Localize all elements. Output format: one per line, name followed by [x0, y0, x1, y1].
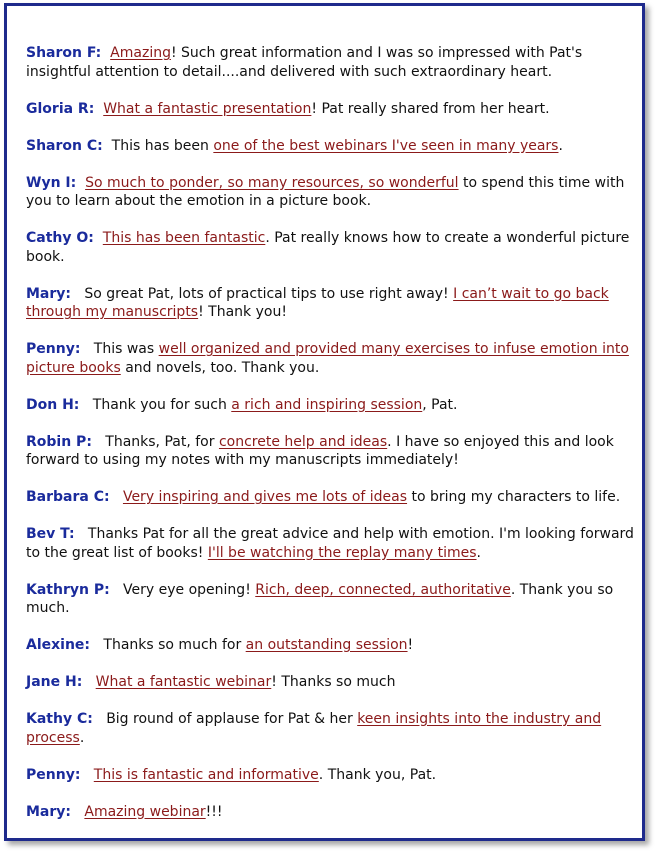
highlighted-quote: an outstanding session	[245, 637, 408, 653]
highlighted-quote: well organized and provided many exercises to infuse emotion into picture books	[26, 341, 629, 376]
testimonial-text: to spend this time with you to learn about the emotion in a picture book.	[26, 174, 625, 209]
highlighted-quote: Amazing	[110, 45, 171, 61]
highlighted-quote: keen insights into the industry and process	[26, 711, 602, 746]
testimonial-text: This has been	[111, 137, 214, 154]
reviewer-name: Bev T:	[26, 526, 75, 542]
testimonial-text: , Pat.	[422, 396, 458, 413]
testimonial-item	[26, 673, 638, 692]
testimonial-item	[26, 340, 638, 377]
reviewer-name: Cathy O:	[26, 230, 94, 246]
reviewer-name: Gloria R:	[26, 100, 95, 117]
testimonial-text: Thanks Pat for all the great advice and help with emotion. I'm looking forward to the great list of books!	[26, 526, 634, 561]
testimonial-item	[26, 488, 638, 507]
testimonial-text: .	[79, 729, 85, 746]
highlighted-quote: Very inspiring and gives me lots of ideas	[122, 489, 408, 505]
testimonial-item	[26, 433, 638, 470]
highlighted-quote: concrete help and ideas	[218, 433, 388, 450]
testimonial-item	[26, 525, 638, 562]
testimonial-item	[26, 229, 638, 266]
highlighted-quote: This has been fantastic	[102, 230, 266, 246]
testimonial-text: .	[476, 544, 481, 561]
testimonial-text: ! Thanks so much	[271, 674, 396, 690]
highlighted-quote: Rich, deep, connected, authoritative	[255, 581, 511, 598]
reviewer-name: Penny:	[26, 766, 81, 783]
testimonial-text: ! Thank you!	[198, 304, 287, 320]
reviewer-name: Sharon F:	[26, 45, 102, 61]
testimonial-item	[26, 803, 638, 822]
testimonial-text: . I have so enjoyed this and look forward to using my notes with my manuscripts immediately!	[26, 433, 614, 468]
highlighted-quote: So much to ponder, so many resources, so wonderful	[85, 174, 459, 191]
testimonial-text: Big round of applause for Pat & her	[106, 711, 358, 727]
highlighted-quote: Amazing webinar	[84, 803, 206, 820]
testimonial-item	[26, 581, 638, 618]
testimonial-item	[26, 766, 638, 785]
testimonial-item	[26, 44, 638, 81]
testimonials-frame	[4, 3, 645, 841]
testimonial-text: Thanks, Pat, for	[105, 433, 219, 450]
testimonial-text: Very eye opening!	[123, 581, 256, 598]
testimonial-item	[26, 710, 638, 747]
reviewer-name: Alexine:	[26, 637, 91, 653]
testimonial-text: ! Such great information and I was so impressed with Pat's insightful attention to detail....and delivered with such extraordinary heart.	[26, 45, 583, 80]
testimonial-text: . Thank you so much.	[26, 581, 614, 616]
testimonial-text: to bring my characters to life.	[407, 489, 621, 505]
highlighted-quote: What a fantastic presentation	[103, 100, 312, 117]
testimonial-list	[26, 44, 638, 840]
testimonial-text: Thanks so much for	[103, 637, 246, 653]
testimonial-text: !!!	[205, 803, 223, 820]
reviewer-name: Sharon C:	[26, 137, 103, 154]
reviewer-name: Kathy C:	[26, 711, 93, 727]
testimonial-text: !	[407, 637, 414, 653]
testimonial-text: and novels, too. Thank you.	[120, 359, 320, 376]
highlighted-quote: a rich and inspiring session	[231, 396, 423, 413]
testimonial-text: Thank you for such	[92, 396, 232, 413]
testimonial-text: This was	[93, 341, 159, 357]
testimonial-text: ! Pat really shared from her heart.	[311, 100, 550, 117]
reviewer-name: Mary:	[26, 803, 72, 820]
reviewer-name: Penny:	[26, 341, 81, 357]
reviewer-name: Don H:	[26, 396, 80, 413]
highlighted-quote: one of the best webinars I've seen in many years	[213, 137, 559, 154]
highlighted-quote: This is fantastic and informative	[93, 766, 319, 783]
reviewer-name: Robin P:	[26, 433, 92, 450]
testimonial-item	[26, 285, 638, 322]
reviewer-name: Wyn I:	[26, 174, 77, 191]
testimonial-item	[26, 636, 638, 655]
reviewer-name: Barbara C:	[26, 489, 110, 505]
testimonial-item	[26, 396, 638, 415]
testimonial-item	[26, 100, 638, 119]
testimonial-text: . Pat really knows how to create a wonderful picture book.	[26, 230, 630, 265]
reviewer-name: Mary:	[26, 285, 72, 302]
reviewer-name: Kathryn P:	[26, 581, 110, 598]
highlighted-quote: What a fantastic webinar	[95, 674, 272, 690]
testimonial-text: .	[558, 137, 563, 154]
highlighted-quote: I'll be watching the replay many times	[207, 544, 477, 561]
testimonial-item	[26, 174, 638, 211]
highlighted-quote: I can’t wait to go back through my manuscripts	[26, 285, 609, 320]
testimonial-item	[26, 137, 638, 156]
testimonial-text: So great Pat, lots of practical tips to use right away!	[84, 285, 454, 302]
testimonial-text: . Thank you, Pat.	[318, 766, 437, 783]
reviewer-name: Jane H:	[26, 674, 83, 690]
